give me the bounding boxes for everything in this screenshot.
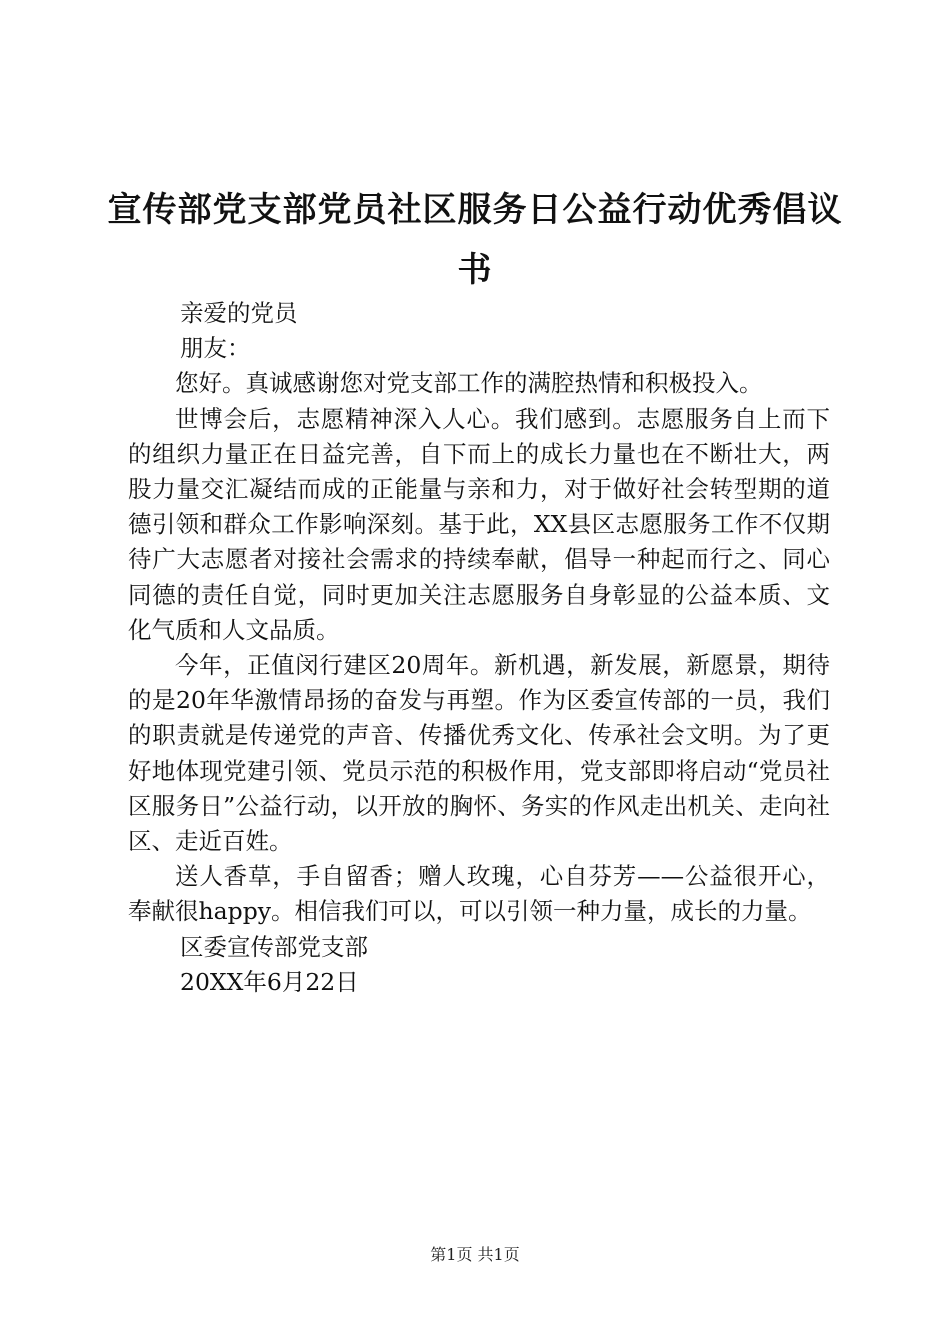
signature: 区委宣传部党支部 — [180, 932, 368, 961]
document-body — [128, 296, 830, 1000]
salutation-line-1: 亲爱的党员 — [180, 299, 298, 327]
salutation-line-2: 朋友： — [180, 334, 251, 363]
paragraph-closing: 送人香草，手自留香；赠人玫瑰，心自芬芳——公益很开心，奉献很happy。相信我们可以，可以引领一种力量，成长的力量。 — [128, 862, 830, 926]
page-footer: 第1页 共1页 — [430, 1245, 520, 1264]
paragraph-anniversary: 今年，正值闵行建区20周年。新机遇，新发展，新愿景，期待的是20年华激情昂扬的奋发与再塑。作为区委宣传部的一员，我们的职责就是传递党的声音、传播优秀文化、传承社会文明。为了更好地体现党建引领、党员示范的积极作用，党支部即将启动“党员社区服务日”公益行动，以开放的胸怀、务实的作风走出机关、走向社区、走近百姓。 — [128, 651, 830, 856]
paragraph-greeting: 您好。真诚感谢您对党支部工作的满腔热情和积极投入。 — [175, 369, 763, 398]
paragraph-expo: 世博会后，志愿精神深入人心。我们感到。志愿服务自上而下的组织力量正在日益完善，自下而上的成长力量也在不断壮大，两股力量交汇凝结而成的正能量与亲和力，对于做好社会转型期的道德引领和群众工作影响深刻。基于此，XX县区志愿服务工作不仅期待广大志愿者对接社会需求的持续奉献，倡导一种起而行之、同心同德的责任自觉，同时更加关注志愿服务自身彰显的公益本质、文化气质和人文品质。 — [128, 404, 830, 644]
date-line: 20XX年6月22日 — [180, 967, 359, 996]
document-title: 宣传部党支部党员社区服务日公益行动优秀倡议书 — [107, 190, 843, 290]
